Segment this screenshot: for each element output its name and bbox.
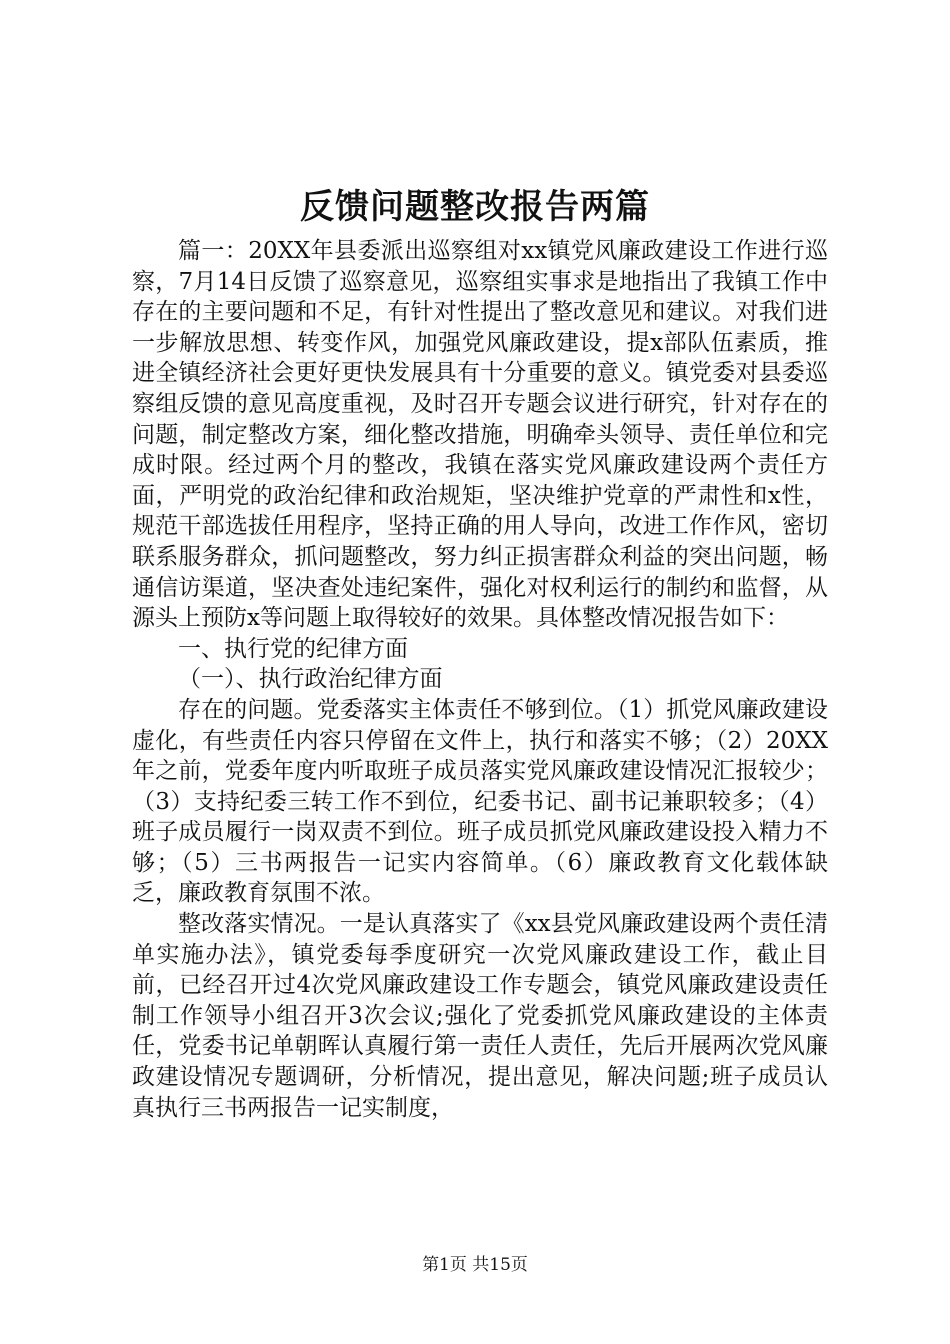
document-title: 反馈问题整改报告两篇 bbox=[300, 187, 650, 227]
paragraph-intro: 篇一：20XX年县委派出巡察组对xx镇党风廉政建设工作进行巡察，7月14日反馈了巡察意见，巡察组实事求是地指出了我镇工作中存在的主要问题和不足，有针对性提出了整改意见和建议。对我们进一步解放思想、转变作风，加强党风廉政建设，提x部队伍素质，推进全镇经济社会更好更快发展具有十分重要的意义。镇党委对县委巡察组反馈的意见高度重视，及时召开专题会议进行研究，针对存在的问题，制定整改方案，细化整改措施，明确牵头领导、责任单位和完成时限。经过两个月的整改，我镇在落实党风廉政建设两个责任方面，严明党的政治纪律和政治规矩，坚决维护党章的严肃性和x性，规范干部选拔任用程序，坚持正确的用人导向，改进工作作风，密切联系服务群众，抓问题整改，努力纠正损害群众利益的突出问题，畅通信访渠道，坚决查处违纪案件，强化对权利运行的制约和监督，从源头上预防x等问题上取得较好的效果。具体整改情况报告如下： bbox=[132, 238, 828, 632]
heading-subsection-1: （一）、执行政治纪律方面 bbox=[178, 666, 443, 693]
paragraph-problems: 存在的问题。党委落实主体责任不够到位。（1）抓党风廉政建设虚化，有些责任内容只停留在文件上，执行和落实不够；（2）20XX年之前，党委年度内听取班子成员落实党风廉政建设情况汇报较少；（3）支持纪委三转工作不到位，纪委书记、副书记兼职较多；（4）班子成员履行一岗双责不到位。班子成员抓党风廉政建设投入精力不够；（5）三书两报告一记实内容简单。（6）廉政教育文化载体缺乏，廉政教育氛围不浓。 bbox=[132, 696, 828, 907]
document-body bbox=[132, 236, 828, 1123]
paragraph-rectification: 整改落实情况。一是认真落实了《xx县党风廉政建设两个责任清单实施办法》，镇党委每季度研究一次党风廉政建设工作，截止目前，已经召开过4次党风廉政建设工作专题会，镇党风廉政建设责任制工作领导小组召开3次会议;强化了党委抓党风廉政建设的主体责任，党委书记单朝晖认真履行第一责任人责任，先后开展两次党风廉政建设情况专题调研，分析情况，提出意见，解决问题;班子成员认真执行三书两报告一记实制度， bbox=[132, 911, 828, 1121]
heading-section-1: 一、执行党的纪律方面 bbox=[178, 635, 408, 662]
page-footer: 第1页 共15页 bbox=[422, 1255, 528, 1275]
